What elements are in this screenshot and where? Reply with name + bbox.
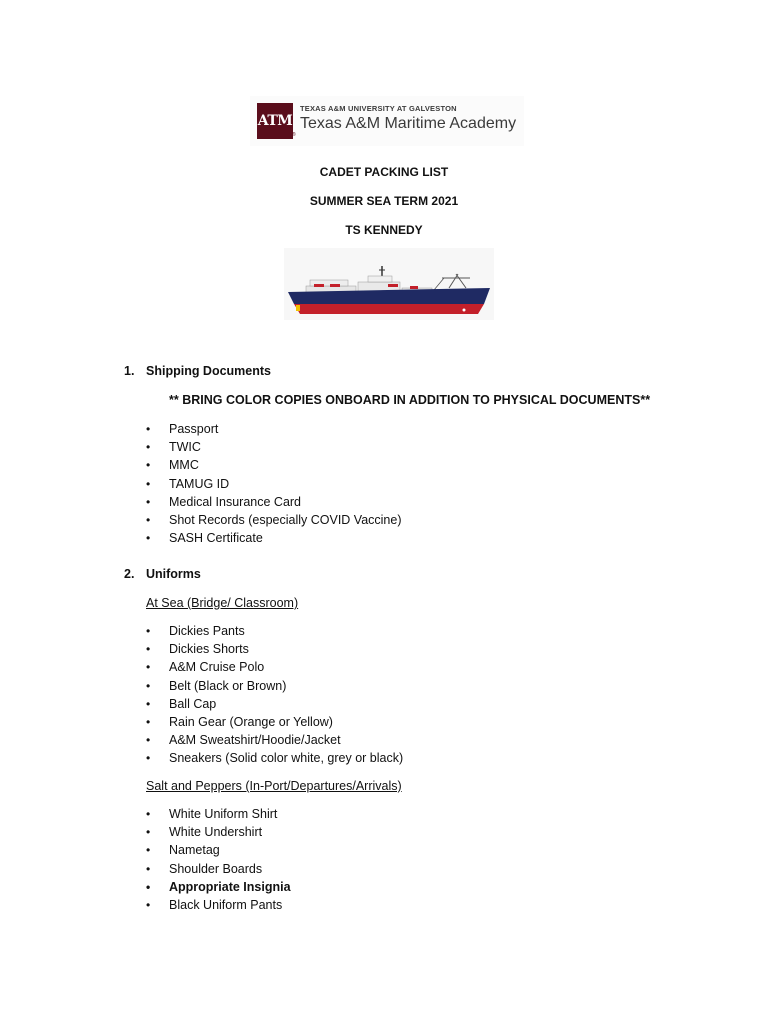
list-item: • TAMUG ID [146, 475, 402, 493]
list-item: • White Undershirt [146, 823, 291, 841]
list-item: • Dickies Shorts [146, 640, 403, 658]
list-item: • Sneakers (Solid color white, grey or black) [146, 749, 403, 767]
bullet-icon: • [146, 879, 151, 894]
list-item: • Shoulder Boards [146, 860, 291, 878]
list-item: • Ball Cap [146, 695, 403, 713]
color-copies-note: ** BRING COLOR COPIES ONBOARD IN ADDITION TO PHYSICAL DOCUMENTS** [169, 393, 651, 407]
training-ship-image [284, 248, 494, 320]
bullet-icon: • [146, 422, 151, 436]
section-number: 1. [124, 364, 135, 378]
monogram-text: ATM [257, 113, 293, 129]
bullet-icon: • [146, 714, 151, 729]
bullet-icon: • [146, 696, 151, 711]
bullet-icon: • [146, 660, 151, 675]
section-number: 2. [124, 567, 135, 581]
at-sea-uniform-list [146, 622, 403, 768]
section-heading-uniforms [124, 567, 201, 581]
list-item: • Appropriate Insignia [146, 878, 291, 896]
list-item: • Passport [146, 420, 402, 438]
list-item: • White Uniform Shirt [146, 805, 291, 823]
list-item: • Nametag [146, 841, 291, 859]
list-item: • TWIC [146, 438, 402, 456]
list-item: • Belt (Black or Brown) [146, 677, 403, 695]
trademark-mark: ® [292, 132, 296, 138]
bullet-icon: • [146, 861, 151, 876]
bullet-icon: • [146, 843, 151, 858]
bullet-icon: • [146, 458, 151, 473]
bullet-icon: • [146, 512, 151, 527]
bullet-icon: • [146, 531, 151, 546]
list-item: • Shot Records (especially COVID Vaccine) [146, 511, 402, 529]
list-item: • Medical Insurance Card [146, 493, 402, 511]
academy-name: Texas A&M Maritime Academy [300, 115, 517, 132]
subsection-heading-salt-and-peppers: Salt and Peppers (In-Port/Departures/Arrivals) [146, 779, 402, 793]
bullet-icon: • [146, 494, 151, 509]
bullet-icon: • [146, 825, 151, 840]
list-item: • SASH Certificate [146, 529, 402, 547]
bullet-icon: • [146, 678, 151, 693]
bullet-icon: • [146, 751, 151, 766]
document-subtitle-term: SUMMER SEA TERM 2021 [309, 194, 459, 208]
list-item: • Rain Gear (Orange or Yellow) [146, 713, 403, 731]
document-subtitle-ship: TS KENNEDY [345, 223, 423, 237]
list-item: • MMC [146, 456, 402, 474]
bullet-icon: • [146, 733, 151, 748]
bullet-icon: • [146, 897, 151, 912]
list-item: • A&M Cruise Polo [146, 658, 403, 676]
list-item: • Black Uniform Pants [146, 896, 291, 914]
list-item: • Dickies Pants [146, 622, 403, 640]
salt-and-peppers-uniform-list [146, 805, 291, 914]
bullet-icon: • [146, 624, 151, 638]
shipping-documents-list [146, 420, 402, 547]
bullet-icon: • [146, 807, 151, 821]
bullet-icon: • [146, 476, 151, 491]
university-line: TEXAS A&M UNIVERSITY AT GALVESTON [300, 104, 457, 113]
subsection-heading-at-sea: At Sea (Bridge/ Classroom) [146, 596, 299, 610]
atm-monogram-icon [257, 103, 293, 139]
section-heading-shipping-documents [124, 364, 271, 378]
document-title: CADET PACKING LIST [319, 165, 449, 179]
bullet-icon: • [146, 440, 151, 455]
section-title: Shipping Documents [146, 364, 271, 378]
list-item: • A&M Sweatshirt/Hoodie/Jacket [146, 731, 403, 749]
section-title: Uniforms [146, 567, 201, 581]
bullet-icon: • [146, 642, 151, 657]
academy-logo [250, 96, 524, 146]
